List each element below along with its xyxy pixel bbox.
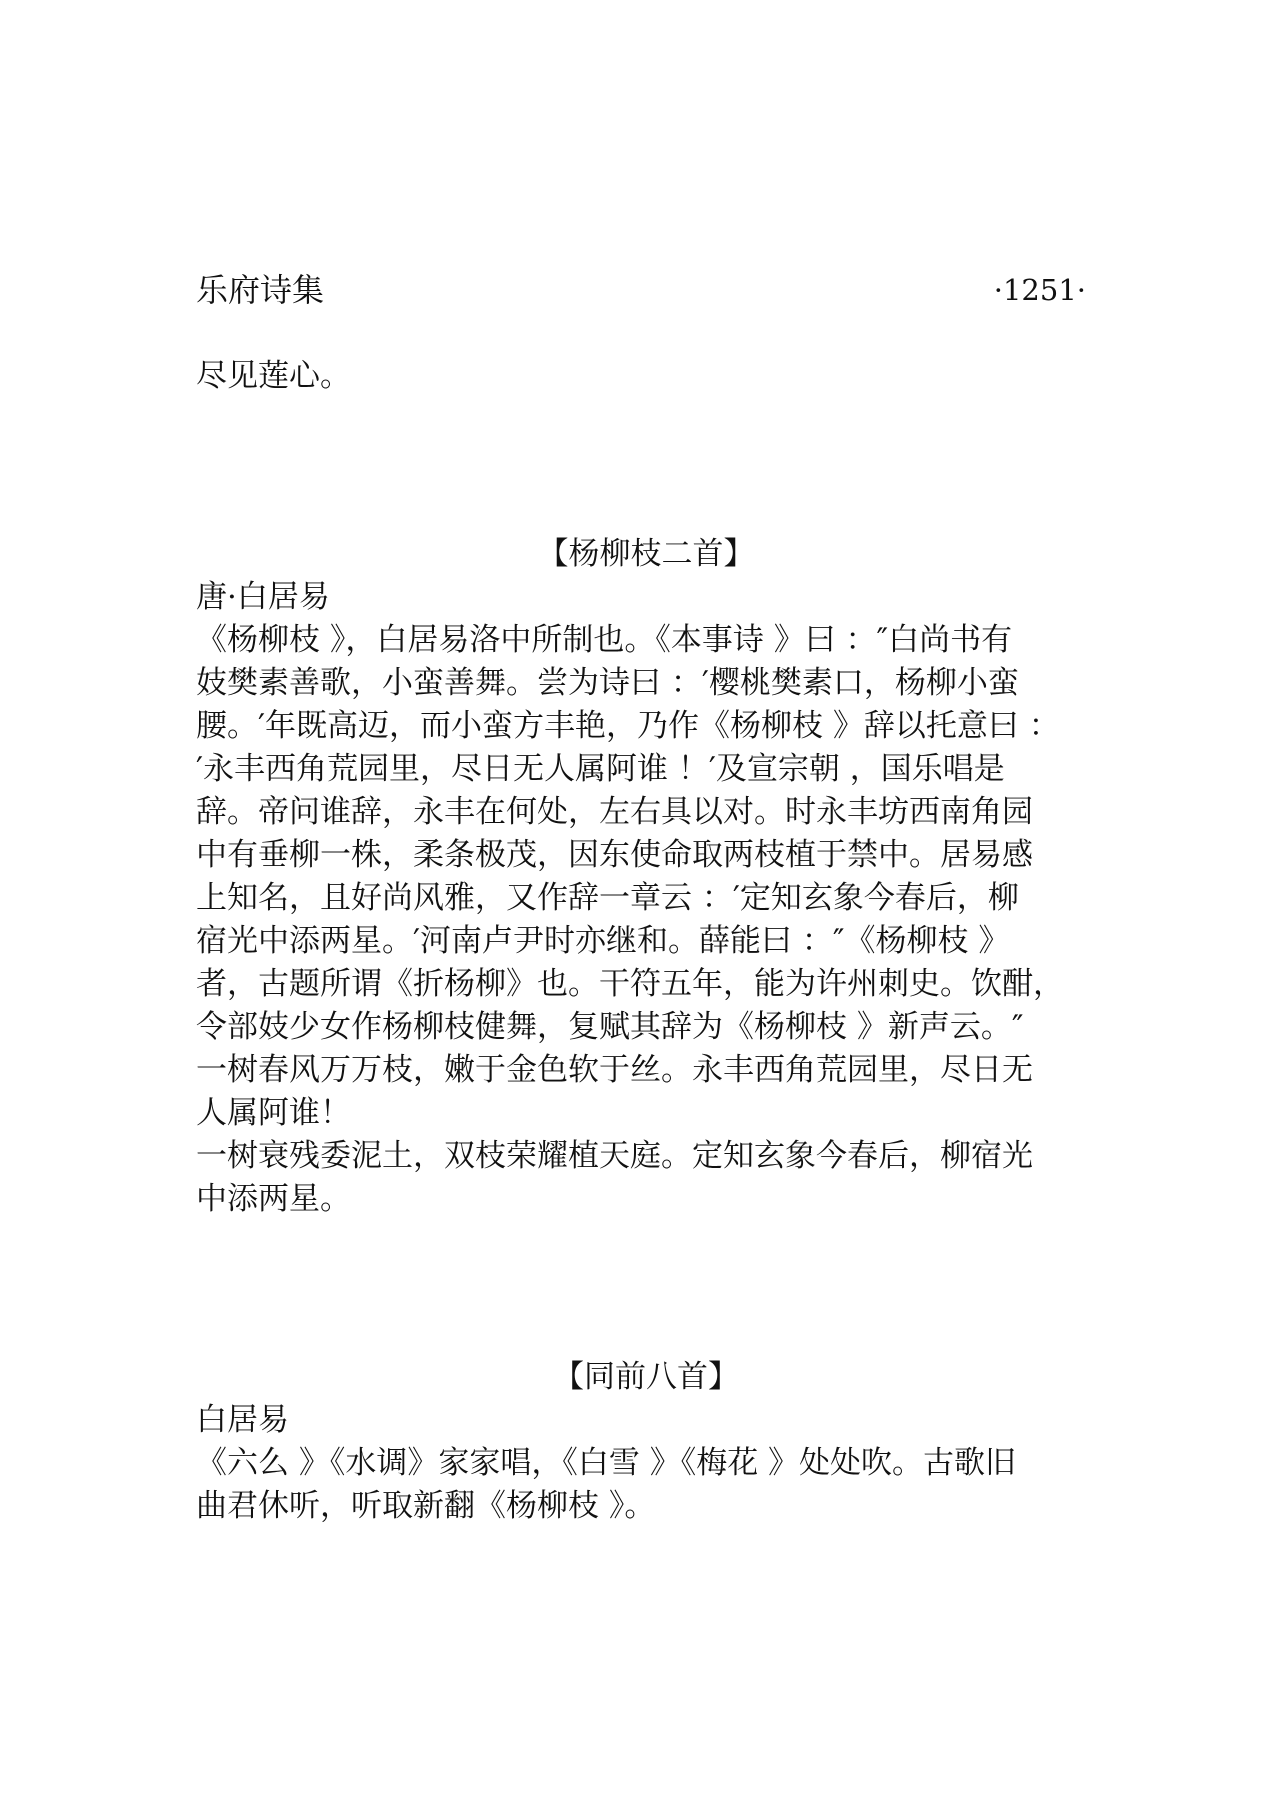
page-header — [196, 268, 1086, 312]
section-title: 【杨柳枝二首】 — [537, 536, 755, 572]
text-line: 一树衰残委泥土，双枝荣耀植天庭。定知玄象今春后，柳宿光 — [196, 1138, 1033, 1174]
poem-section — [196, 1356, 1096, 1528]
text-line: 宿光中添两星。′河南卢尹时亦继和。薛能曰 ：″《杨柳枝 》 — [196, 923, 1010, 959]
text-line: ′永丰西角荒园里，尽日无人属阿谁 ！′及宣宗朝 ，国乐唱是 — [196, 751, 1005, 787]
text-line: 《杨柳枝 》，白居易洛中所制也。《本事诗 》曰 ：″白尚书有 — [196, 622, 1013, 658]
text-line: 尽见莲心。 — [196, 358, 351, 394]
text-line: 辞。帝问谁辞，永丰在何处，左右具以对。时永丰坊西南角园 — [196, 794, 1033, 830]
text-line: 腰。′年既高迈，而小蛮方丰艳，乃作《杨柳枝 》辞以托意曰 ： — [196, 708, 1060, 744]
page-content — [196, 355, 1096, 1528]
text-line: 令部妓少女作杨柳枝健舞，复赋其辞为《杨柳枝 》新声云。″ — [196, 1009, 1024, 1045]
text-line: 曲君休听，听取新翻《杨柳枝 》。 — [196, 1488, 656, 1524]
section-title: 【同前八首】 — [553, 1359, 739, 1395]
text-line: 一树春风万万枝，嫩于金色软于丝。永丰西角荒园里，尽日无 — [196, 1052, 1033, 1088]
text-line: 上知名，且好尚风雅，又作辞一章云 ：′定知玄象今春后，柳 — [196, 880, 1019, 916]
page-number: ·1251· — [993, 273, 1086, 307]
text-line: 中有垂柳一株，柔条极茂，因东使命取两枝植于禁中。居易感 — [196, 837, 1033, 873]
text-line: 《六么 》《水调》家家唱，《白雪 》《梅花 》处处吹。古歌旧 — [196, 1445, 1017, 1481]
text-line: 者，古题所谓《折杨柳》也。干符五年，能为许州刺史。饮酣， — [196, 966, 1064, 1002]
poem-section — [196, 533, 1096, 1221]
text-line: 中添两星。 — [196, 1181, 351, 1217]
section-author: 白居易 — [196, 1402, 289, 1438]
text-line: 妓樊素善歌，小蛮善舞。尝为诗曰 ：′樱桃樊素口，杨柳小蛮 — [196, 665, 1019, 701]
text-line: 人属阿谁！ — [196, 1095, 351, 1131]
book-title: 乐府诗集 — [196, 271, 325, 309]
section-author: 唐·白居易 — [196, 579, 330, 615]
continuation-text — [196, 355, 1096, 398]
